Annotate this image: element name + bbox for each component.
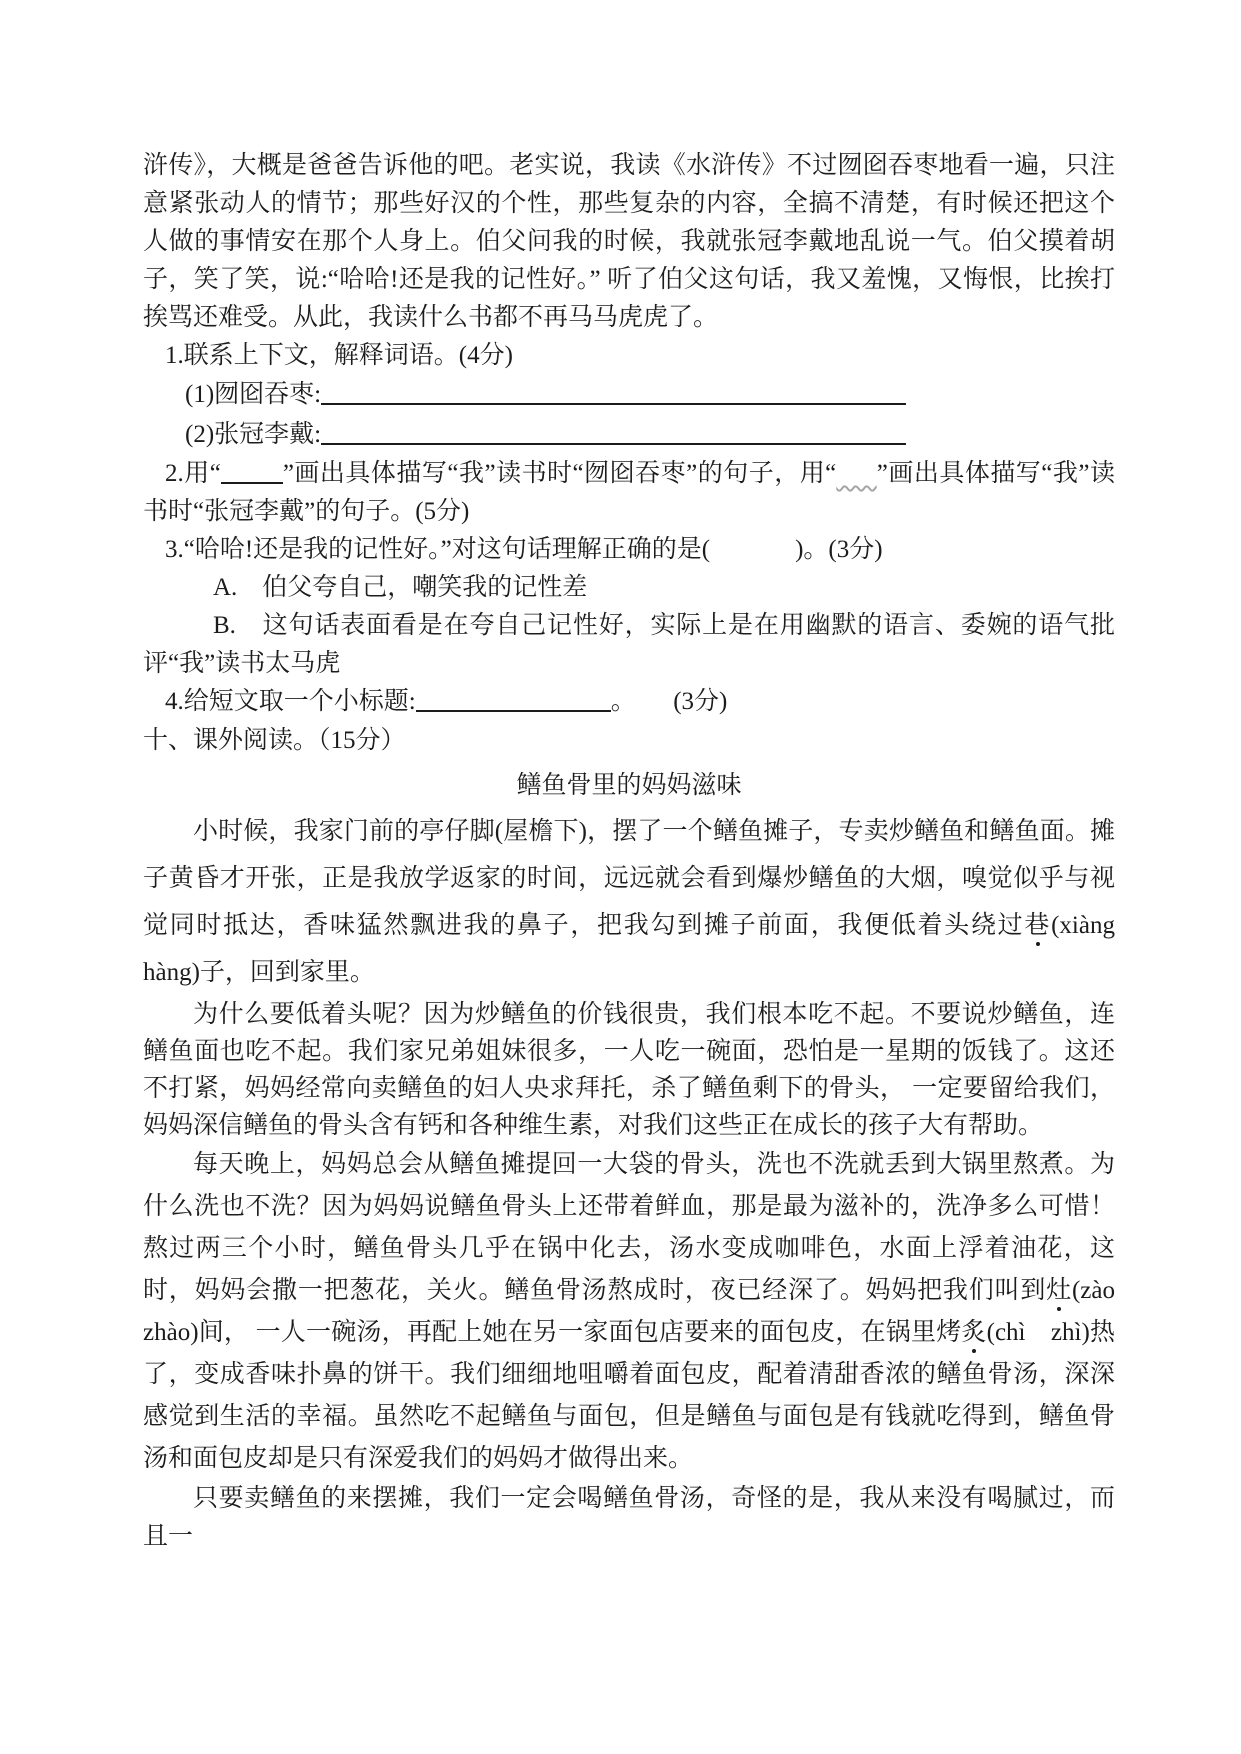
text-run: ”画出具体描写“我”读书时“张冠李戴”的句子。(5分)	[143, 460, 1115, 525]
question-3	[143, 531, 1115, 569]
text-run: (1)囫囵吞枣:	[185, 381, 322, 408]
text-run: A. 伯父夸自己，嘲笑我的记性差	[213, 574, 588, 601]
answer-blank-zhangguanlidai[interactable]	[321, 418, 906, 445]
question-1	[143, 337, 1115, 375]
text-run: )。(3分)	[795, 536, 883, 563]
text-run: ”画出具体描写“我”读书时“囫囵吞枣”的句子，用“	[282, 460, 837, 487]
text-run: 2.用“	[165, 460, 221, 487]
question-1-item-1	[143, 375, 1115, 415]
text-run: (zào zhào)间， 一人一碗汤，再配上她在另一家面包店要来的面包皮，在锅里烤	[143, 1277, 1140, 1346]
text-run: 十、课外阅读。（15分）	[143, 727, 406, 754]
text-run: (2)张冠李戴:	[185, 421, 322, 448]
answer-bracket-gap[interactable]	[710, 535, 795, 560]
text-run: 浒传》，大概是爸爸告诉他的吧。老实说，我读《水浒传》不过囫囵吞枣地看一遍，只注意紧张动人的情节；那些好汉的个性，那些复杂的内容，全搞不清楚，有时候还把这个人做的事情安在那个人身上。伯父问我的时候，我就张冠李戴地乱说一气。伯父摸着胡子，笑了笑，说:“哈哈!还是我的记性好。” 听了伯父这句话，我又羞愧，又悔恨，比挨打挨骂还难受。从此，我读什么书都不再马马虎虎了。	[143, 152, 1115, 331]
answer-blank-subtitle[interactable]	[416, 685, 611, 712]
passage-title	[143, 767, 1115, 805]
emphasis-dot-char: 巷	[1024, 912, 1052, 939]
document-content	[143, 147, 1140, 1556]
text-run: 每天晚上，妈妈总会从鳝鱼摊提回一大袋的骨头，洗也不洗就丢到大锅里熬煮。为什么洗也不洗？因为妈妈说鳝鱼骨头上还带着鲜血，那是最为滋补的，洗净多么可惜！熬过两三个小时，鳝鱼骨头几乎在锅中化去，汤水变成咖啡色，水面上浮着油花，这时，妈妈会撒一把葱花，关火。鳝鱼骨汤熬成时，夜已经深了。妈妈把我们叫到	[143, 1151, 1115, 1304]
passage-paragraph-4	[143, 1480, 1115, 1556]
text-run: 鳝鱼骨里的妈妈滋味	[516, 772, 742, 799]
section-heading-10	[143, 722, 1115, 760]
straight-line-sample	[221, 457, 283, 484]
question-1-item-2	[143, 415, 1115, 455]
question-3-option-b	[143, 607, 1115, 683]
text-run: 4.给短文取一个小标题:	[165, 688, 416, 715]
passage-paragraph-2	[143, 996, 1115, 1144]
emphasis-dot-char: 灶	[1046, 1277, 1072, 1304]
passage-continuation-paragraph	[143, 147, 1115, 337]
emphasis-dot-char: 炙	[961, 1319, 987, 1346]
passage-paragraph-3	[143, 1144, 1140, 1480]
question-3-option-a	[143, 569, 1115, 607]
text-run: 3.“哈哈!还是我的记性好。”对这句话理解正确的是(	[165, 536, 711, 563]
question-4	[143, 683, 1115, 721]
wavy-line-sample	[836, 460, 876, 487]
text-run: B. 这句话表面看是在夸自己记性好，实际上是在用幽默的语言、委婉的语气批评“我”读书太马虎	[143, 612, 1115, 677]
text-run: 小时候，我家门前的亭仔脚(屋檐下)，摆了一个鳝鱼摊子，专卖炒鳝鱼和鳝鱼面。摊子黄昏才开张，正是我放学返家的时间，远远就会看到爆炒鳝鱼的大烟，嗅觉似乎与视觉同时抵达，香味猛然飘进我的鼻子，把我勾到摊子前面，我便低着头绕过	[143, 818, 1115, 939]
text-run: 。 (3分)	[610, 688, 728, 715]
text-run: 只要卖鳝鱼的来摆摊，我们一定会喝鳝鱼骨汤，奇怪的是，我从来没有喝腻过，而且一	[143, 1485, 1115, 1550]
text-run: 1.联系上下文，解释词语。(4分)	[165, 342, 513, 369]
passage-paragraph-1	[143, 808, 1140, 996]
text-run: (chì zhì)热了，变成香味扑鼻的饼干。我们细细地咀嚼着面包皮，配着清甜香浓的鳝鱼骨汤，深深感觉到生活的幸福。虽然吃不起鳝鱼与面包，但是鳝鱼与面包是有钱就吃得到，鳝鱼骨汤和面包皮却是只有深爱我们的妈妈才做得出来。	[143, 1319, 1115, 1472]
question-2	[143, 455, 1115, 531]
text-run: (xiàng hàng)子，回到家里。	[143, 912, 1140, 986]
text-run: 为什么要低着头呢？因为炒鳝鱼的价钱很贵，我们根本吃不起。不要说炒鳝鱼，连鳝鱼面也吃不起。我们家兄弟姐妹很多，一人吃一碗面，恐怕是一星期的饭钱了。这还不打紧，妈妈经常向卖鳝鱼的妇人央求拜托，杀了鳝鱼剩下的骨头， 一定要留给我们，妈妈深信鳝鱼的骨头含有钙和各种维生素，对我们这些正在成长的孩子大有帮助。	[143, 1001, 1115, 1139]
answer-blank-huluntunzao[interactable]	[321, 378, 906, 405]
